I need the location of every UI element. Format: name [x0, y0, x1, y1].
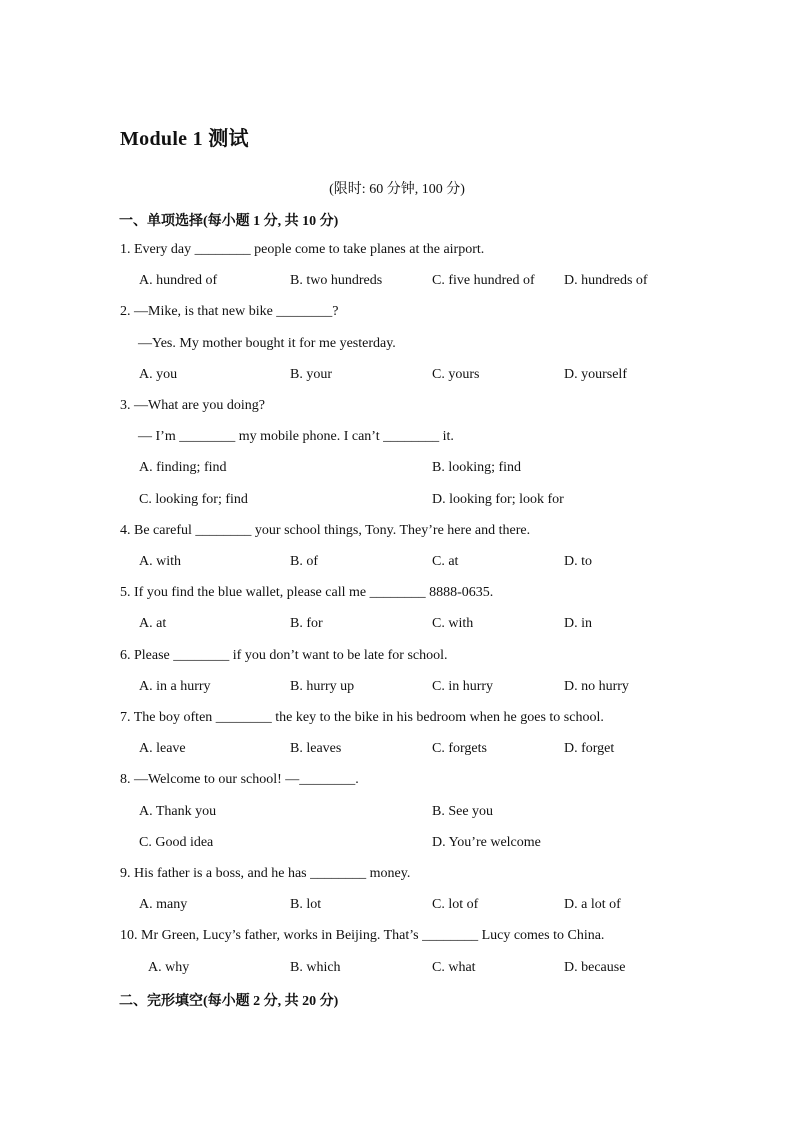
question-1-option-b: B. two hundreds	[290, 273, 383, 288]
question-5-option-a: A. at	[139, 616, 167, 631]
question-8-option-a: A. Thank you	[139, 804, 217, 819]
question-5-stem: 5. If you find the blue wallet, please call me ________ 8888-0635.	[120, 585, 494, 600]
question-7-option-d: D. forget	[564, 741, 615, 756]
question-2-option-b: B. your	[290, 367, 332, 382]
question-2-stem: 2. —Mike, is that new bike ________?	[120, 304, 339, 319]
question-5-option-d: D. in	[564, 616, 592, 631]
question-10-option-c: C. what	[432, 960, 476, 975]
question-6-option-b: B. hurry up	[290, 679, 355, 694]
question-2-stem-line-2: —Yes. My mother bought it for me yesterday.	[138, 336, 396, 351]
question-9-option-b: B. lot	[290, 897, 322, 912]
question-6-option-d: D. no hurry	[564, 679, 629, 694]
question-10-option-a: A. why	[148, 960, 190, 975]
question-7-option-a: A. leave	[139, 741, 186, 756]
question-5-option-b: B. for	[290, 616, 323, 631]
question-3-stem: 3. —What are you doing?	[120, 398, 266, 413]
question-1-option-a: A. hundred of	[139, 273, 218, 288]
section-heading-single-choice: 一、单项选择(每小题 1 分, 共 10 分)	[119, 214, 339, 229]
question-1-stem: 1. Every day ________ people come to take planes at the airport.	[120, 242, 485, 257]
question-10-option-b: B. which	[290, 960, 341, 975]
question-9-option-d: D. a lot of	[564, 897, 621, 912]
question-2-option-c: C. yours	[432, 367, 480, 382]
question-7-option-b: B. leaves	[290, 741, 342, 756]
question-9-stem: 9. His father is a boss, and he has ________ money.	[120, 866, 411, 881]
question-7-stem: 7. The boy often ________ the key to the bike in his bedroom when he goes to school.	[120, 710, 604, 725]
question-9-option-a: A. many	[139, 897, 188, 912]
question-10-stem: 10. Mr Green, Lucy’s father, works in Beijing. That’s ________ Lucy comes to China.	[120, 928, 605, 943]
question-8-option-c: C. Good idea	[139, 835, 214, 850]
question-8-option-d: D. You’re welcome	[432, 835, 541, 850]
page-title: Module 1 测试	[120, 128, 249, 150]
question-4-option-a: A. with	[139, 554, 181, 569]
question-3-option-a: A. finding; find	[139, 460, 227, 475]
time-limit: (限时: 60 分钟, 100 分)	[329, 182, 465, 197]
question-4-option-b: B. of	[290, 554, 318, 569]
section-heading-cloze: 二、完形填空(每小题 2 分, 共 20 分)	[119, 994, 339, 1009]
question-3-option-b: B. looking; find	[432, 460, 522, 475]
question-5-option-c: C. with	[432, 616, 474, 631]
question-4-stem: 4. Be careful ________ your school things, Tony. They’re here and there.	[120, 523, 531, 538]
question-1-option-c: C. five hundred of	[432, 273, 535, 288]
question-8-stem: 8. —Welcome to our school! —________.	[120, 772, 359, 787]
question-8-option-b: B. See you	[432, 804, 494, 819]
question-2-option-a: A. you	[139, 367, 178, 382]
question-9-option-c: C. lot of	[432, 897, 479, 912]
question-10-option-d: D. because	[564, 960, 626, 975]
question-7-option-c: C. forgets	[432, 741, 487, 756]
question-4-option-c: C. at	[432, 554, 459, 569]
question-6-option-c: C. in hurry	[432, 679, 494, 694]
question-3-option-d: D. looking for; look for	[432, 492, 564, 507]
question-1-option-d: D. hundreds of	[564, 273, 648, 288]
question-2-option-d: D. yourself	[564, 367, 627, 382]
question-3-stem-line-2: — I’m ________ my mobile phone. I can’t ________ it.	[138, 429, 454, 444]
question-3-option-c: C. looking for; find	[139, 492, 248, 507]
question-4-option-d: D. to	[564, 554, 592, 569]
question-6-option-a: A. in a hurry	[139, 679, 211, 694]
question-6-stem: 6. Please ________ if you don’t want to be late for school.	[120, 648, 448, 663]
